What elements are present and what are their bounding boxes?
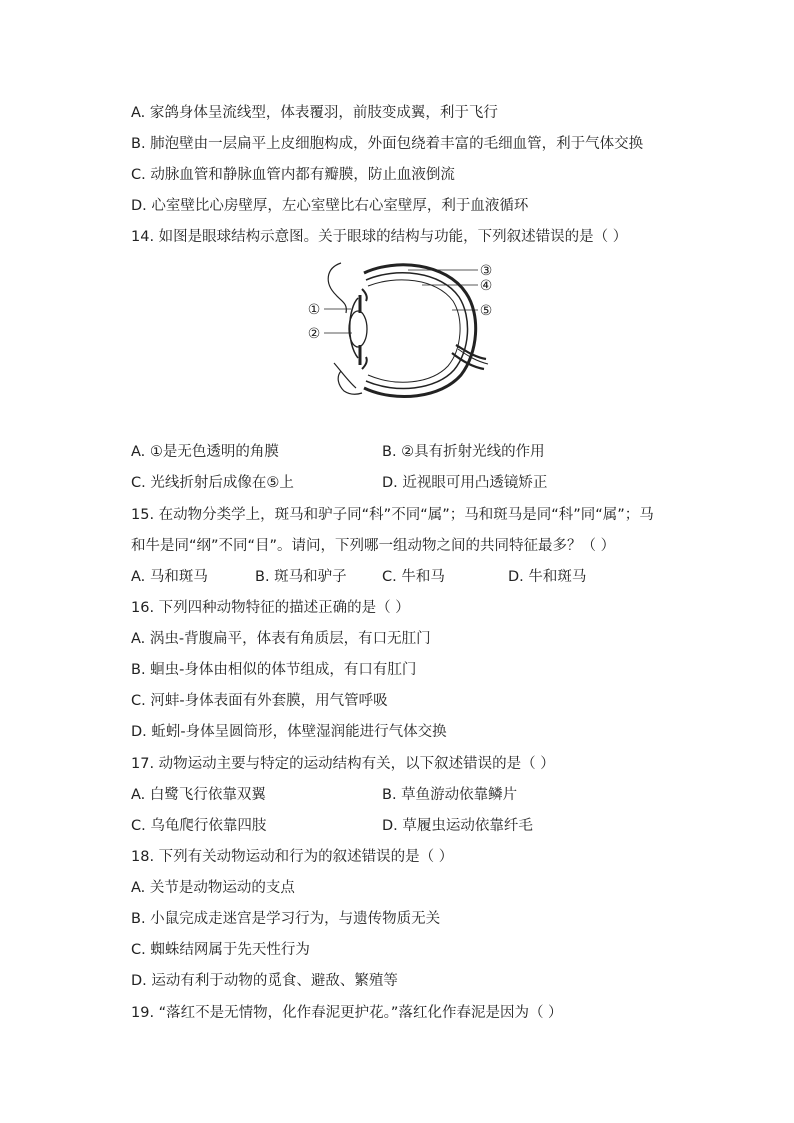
q19-stem: 19. “落红不是无情物，化作春泥更护花。”落红化作春泥是因为（ ） (131, 1005, 563, 1021)
eye-label-2: ② (307, 326, 321, 342)
q13-option-a: A. 家鸽身体呈流线型，体表覆羽，前肢变成翼，利于飞行 (131, 105, 498, 121)
q16-stem: 16. 下列四种动物特征的描述正确的是（ ） (131, 600, 410, 616)
q17-option-b: B. 草鱼游动依靠鳞片 (382, 787, 518, 803)
q16-option-a: A. 涡虫-背腹扁平，体表有角质层，有口无肛门 (131, 631, 431, 647)
q15-option-a: A. 马和斑马 (131, 569, 208, 585)
eye-label-5: ⑤ (479, 303, 493, 319)
q18-option-a: A. 关节是动物运动的支点 (131, 880, 295, 896)
q16-option-c: C. 河蚌-身体表面有外套膜，用气管呼吸 (131, 693, 388, 709)
q17-option-d: D. 草履虫运动依靠纤毛 (382, 818, 533, 834)
q14-option-c: C. 光线折射后成像在⑤上 (131, 475, 294, 491)
q15-stem-line1: 15. 在动物分类学上，斑马和驴子同“科”不同“属”；马和斑马是同“科”同“属”；马 (131, 507, 654, 523)
q15-stem-line2: 和牛是同“纲”不同“目”。请问，下列哪一组动物之间的共同特征最多？（ ） (131, 538, 616, 554)
q15-option-b: B. 斑马和驴子 (255, 569, 347, 585)
q18-option-c: C. 蜘蛛结网属于先天性行为 (131, 942, 310, 958)
eye-label-4: ④ (479, 278, 493, 294)
q14-option-b: B. ②具有折射光线的作用 (382, 444, 545, 460)
eyeball-diagram (296, 253, 506, 413)
eye-label-1: ① (307, 302, 321, 318)
q14-stem: 14. 如图是眼球结构示意图。关于眼球的结构与功能，下列叙述错误的是（ ） (131, 229, 628, 245)
q18-option-d: D. 运动有利于动物的觅食、避敌、繁殖等 (131, 973, 398, 989)
q18-option-b: B. 小鼠完成走迷宫是学习行为，与遗传物质无关 (131, 911, 441, 927)
q16-option-d: D. 蚯蚓-身体呈圆筒形，体壁湿润能进行气体交换 (131, 724, 447, 740)
q15-option-c: C. 牛和马 (382, 569, 445, 585)
q13-option-c: C. 动脉血管和静脉血管内都有瓣膜，防止血液倒流 (131, 167, 455, 183)
q17-option-c: C. 乌龟爬行依靠四肢 (131, 818, 267, 834)
q15-option-d: D. 牛和斑马 (508, 569, 587, 585)
q14-option-d: D. 近视眼可用凸透镜矫正 (382, 475, 548, 491)
q16-option-b: B. 蛔虫-身体由相似的体节组成，有口有肛门 (131, 662, 417, 678)
eye-label-3: ③ (479, 263, 493, 279)
q13-option-b: B. 肺泡壁由一层扁平上皮细胞构成，外面包绕着丰富的毛细血管，利于气体交换 (131, 136, 644, 152)
q17-stem: 17. 动物运动主要与特定的运动结构有关，以下叙述错误的是（ ） (131, 756, 555, 772)
q18-stem: 18. 下列有关动物运动和行为的叙述错误的是（ ） (131, 849, 454, 865)
q13-option-d: D. 心室壁比心房壁厚，左心室壁比右心室壁厚，利于血液循环 (131, 198, 529, 214)
q14-option-a: A. ①是无色透明的角膜 (131, 444, 279, 460)
q17-option-a: A. 白鹭飞行依靠双翼 (131, 787, 266, 803)
